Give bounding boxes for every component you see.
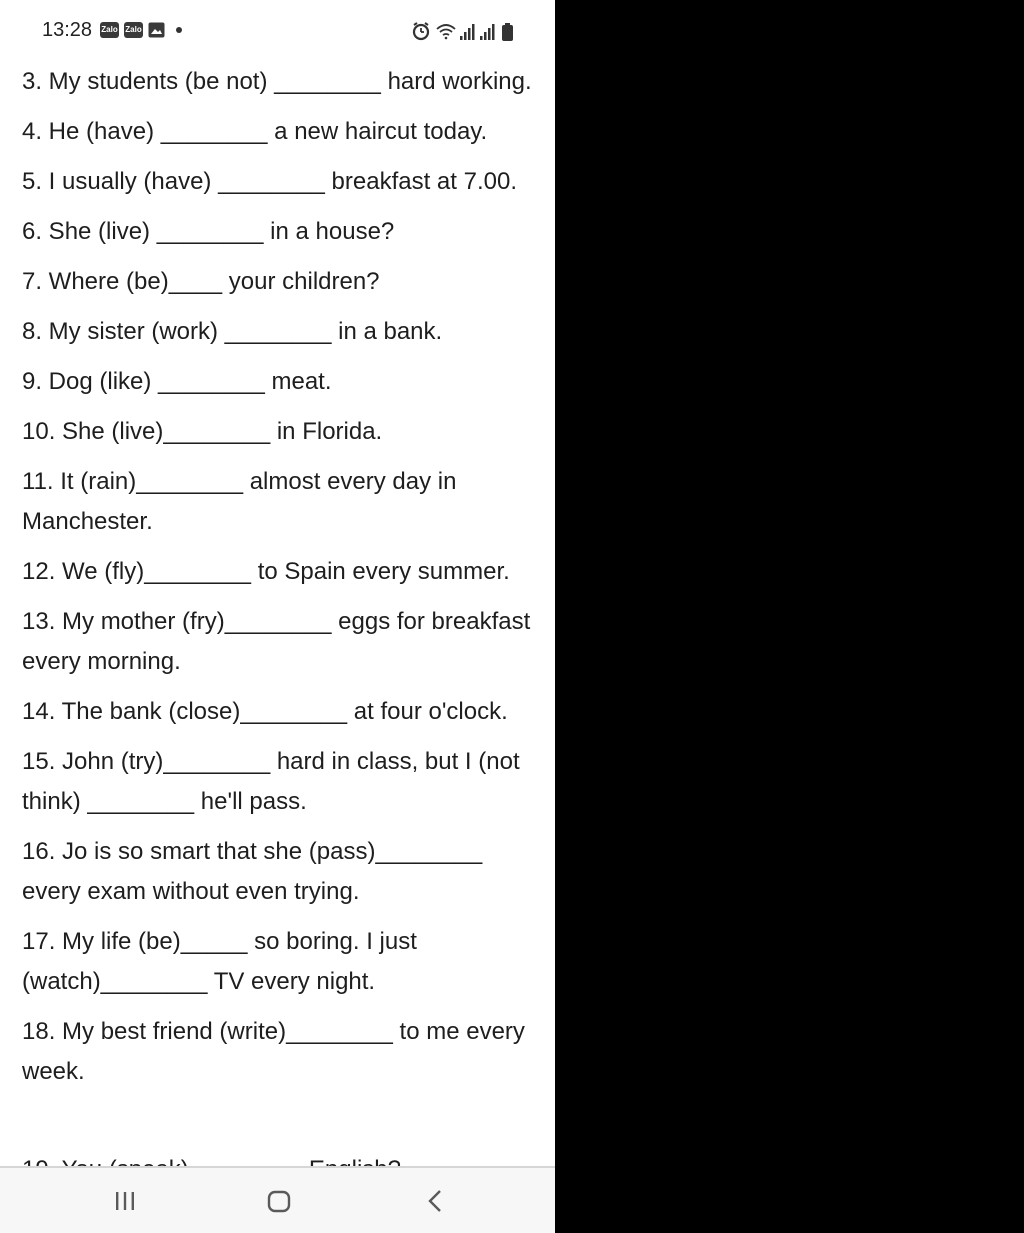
home-button[interactable] [265, 1186, 293, 1216]
system-status-icons [410, 20, 520, 42]
more-notifications-dot [176, 27, 182, 33]
exercise-item: 16. Jo is so smart that she (pass)________ every exam without even trying. [22, 838, 483, 905]
exercise-list [22, 62, 542, 1102]
exercise-item: 10. She (live)________ in Florida. [22, 418, 383, 445]
signal-icon [480, 24, 495, 40]
battery-icon [502, 23, 513, 41]
signal-icon [460, 24, 475, 40]
alarm-icon [414, 23, 428, 39]
exercise-item: 14. The bank (close)________ at four o'clock. [22, 698, 508, 725]
exercise-item: 6. She (live) ________ in a house? [22, 218, 395, 245]
empty-black-area [555, 0, 1024, 1233]
wifi-icon [437, 25, 455, 39]
exercise-item: 18. My best friend (write)________ to me every week. [22, 1018, 525, 1085]
back-button[interactable] [423, 1186, 447, 1216]
zalo-notification-icon: Zalo [100, 22, 119, 38]
exercise-item: 7. Where (be)____ your children? [22, 268, 380, 295]
zalo-notification-icon: Zalo [124, 22, 143, 38]
gallery-icon [148, 22, 165, 38]
exercise-item: 3. My students (be not) ________ hard working. [22, 68, 532, 95]
exercise-item: 15. John (try)________ hard in class, but I (not think) ________ he'll pass. [22, 748, 520, 815]
navigation-bar [0, 1166, 555, 1233]
exercise-item: 13. My mother (fry)________ eggs for breakfast every morning. [22, 608, 531, 675]
exercise-item: 5. I usually (have) ________ breakfast at 7.00. [22, 168, 517, 195]
exercise-item: 9. Dog (like) ________ meat. [22, 368, 332, 395]
exercise-item: 12. We (fly)________ to Spain every summer. [22, 558, 510, 585]
status-bar [0, 0, 555, 62]
recent-apps-button[interactable] [112, 1186, 138, 1216]
exercise-item: 4. He (have) ________ a new haircut today. [22, 118, 488, 145]
status-time: 13:28 [42, 19, 93, 41]
exercise-item: 11. It (rain)________ almost every day in Manchester. [22, 468, 457, 535]
exercise-item: 8. My sister (work) ________ in a bank. [22, 318, 443, 345]
exercise-item: 17. My life (be)_____ so boring. I just (watch)________ TV every night. [22, 928, 417, 995]
